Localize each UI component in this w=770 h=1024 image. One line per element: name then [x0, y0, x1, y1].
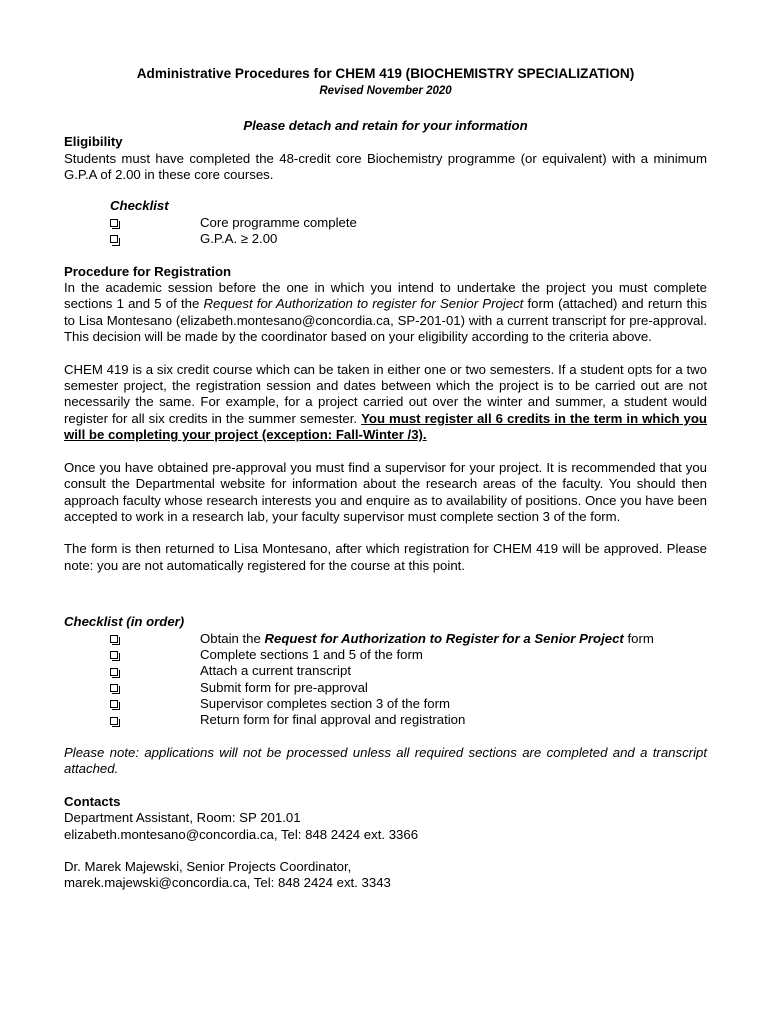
- checklist-eligibility: [110, 198, 707, 247]
- checklist-item-label: Submit form for pre-approval: [200, 679, 368, 695]
- form-name: Request for Authorization to Register for a Senior Project: [264, 630, 624, 646]
- text-run: form (attached) and return this to Lisa Montesano (elizabeth.montesano@concordia.ca, SP-201-01) with a current transcript for pre-approval. This decision will be made by the coordinator based on your eligibility according to the criteria above.: [64, 296, 707, 345]
- detach-notice: Please detach and retain for your information: [243, 117, 528, 133]
- registration-rule: You must register all 6 credits in the term in which you will be completing your project (exception: Fall-Winter /3).: [64, 410, 707, 443]
- eligibility-heading: Eligibility: [64, 134, 123, 150]
- checklist-item: [64, 696, 707, 712]
- registration-paragraph-2: [64, 362, 707, 444]
- text-run: form: [623, 630, 654, 646]
- checklist-item-label: [200, 631, 654, 647]
- checklist-item: [110, 215, 707, 231]
- contact-line: marek.majewski@concordia.ca, Tel: 848 2424 ext. 3343: [64, 875, 391, 891]
- form-name: Request for Authorization to register for Senior Project: [203, 296, 524, 312]
- contacts-heading: Contacts: [64, 793, 121, 809]
- checklist-item: [110, 231, 707, 247]
- registration-paragraph-3: Once you have obtained pre-approval you must find a supervisor for your project. It is recommended that you consult the Departmental website for information about the research areas of the faculty. You should then approach faculty whose research interests you and enquire as to availability of positions. Once you have been accepted to work in a research lab, your faculty supervisor must complete section 3 of the form.: [64, 459, 707, 524]
- revision-date: Revised November 2020: [319, 85, 452, 98]
- contact-line: Dr. Marek Majewski, Senior Projects Coordinator,: [64, 858, 352, 874]
- checkbox-icon[interactable]: [110, 635, 118, 643]
- registration-paragraph-4: The form is then returned to Lisa Montesano, after which registration for CHEM 419 will be approved. Please note: you are not automatically registered for the course at this point.: [64, 541, 707, 573]
- registration-heading: Procedure for Registration: [64, 263, 232, 279]
- eligibility-section: [64, 134, 707, 183]
- registration-paragraph-1: [64, 280, 707, 346]
- registration-section: [64, 264, 707, 575]
- checklist-order-heading: Checklist (in order): [64, 614, 185, 630]
- checkbox-icon[interactable]: [110, 235, 118, 243]
- checklist-item: [64, 631, 707, 647]
- contact-line: elizabeth.montesano@concordia.ca, Tel: 848 2424 ext. 3366: [64, 826, 419, 842]
- document-page: [64, 66, 707, 892]
- text-run: CHEM 419 is a six credit course which can be taken in either one or two semesters. If a student opts for a two semester project, the registration session and dates between which the project is to be carried out are not necessarily the same. For example, for a project carried out over the winter and summer, a student would register for all six credits in the summer semester.: [64, 361, 707, 426]
- checkbox-icon[interactable]: [110, 651, 118, 659]
- checklist-heading: Checklist: [110, 198, 169, 214]
- checklist-in-order: [64, 614, 707, 729]
- checklist-item-label: Core programme complete: [200, 214, 357, 230]
- checkbox-icon[interactable]: [110, 717, 118, 725]
- checklist-item: [64, 680, 707, 696]
- checklist-item-label: G.P.A. ≥ 2.00: [200, 231, 278, 247]
- checklist-item: [64, 712, 707, 728]
- eligibility-text: Students must have completed the 48-credit core Biochemistry programme (or equivalent) with a minimum G.P.A of 2.00 in these core courses.: [64, 150, 707, 183]
- checklist-item-label: Attach a current transcript: [200, 663, 351, 679]
- checkbox-icon[interactable]: [110, 700, 118, 708]
- text-run: Obtain the: [200, 630, 265, 646]
- checklist-item-label: Complete sections 1 and 5 of the form: [200, 646, 423, 662]
- contacts-section: [64, 794, 707, 892]
- checklist-item-label: Return form for final approval and registration: [200, 712, 466, 728]
- text-run: In the academic session before the one in which you intend to undertake the project you must complete sections 1 and 5 of the: [64, 280, 707, 312]
- contact-line: Department Assistant, Room: SP 201.01: [64, 810, 301, 826]
- checkbox-icon[interactable]: [110, 219, 118, 227]
- page-title: Administrative Procedures for CHEM 419 (BIOCHEMISTRY SPECIALIZATION): [136, 66, 635, 81]
- checklist-item: [64, 663, 707, 679]
- processing-note: Please note: applications will not be processed unless all required sections are completed and a transcript attached.: [64, 744, 707, 777]
- checklist-item-label: Supervisor completes section 3 of the form: [200, 696, 450, 712]
- checkbox-icon[interactable]: [110, 668, 118, 676]
- checklist-item: [64, 647, 707, 663]
- checkbox-icon[interactable]: [110, 684, 118, 692]
